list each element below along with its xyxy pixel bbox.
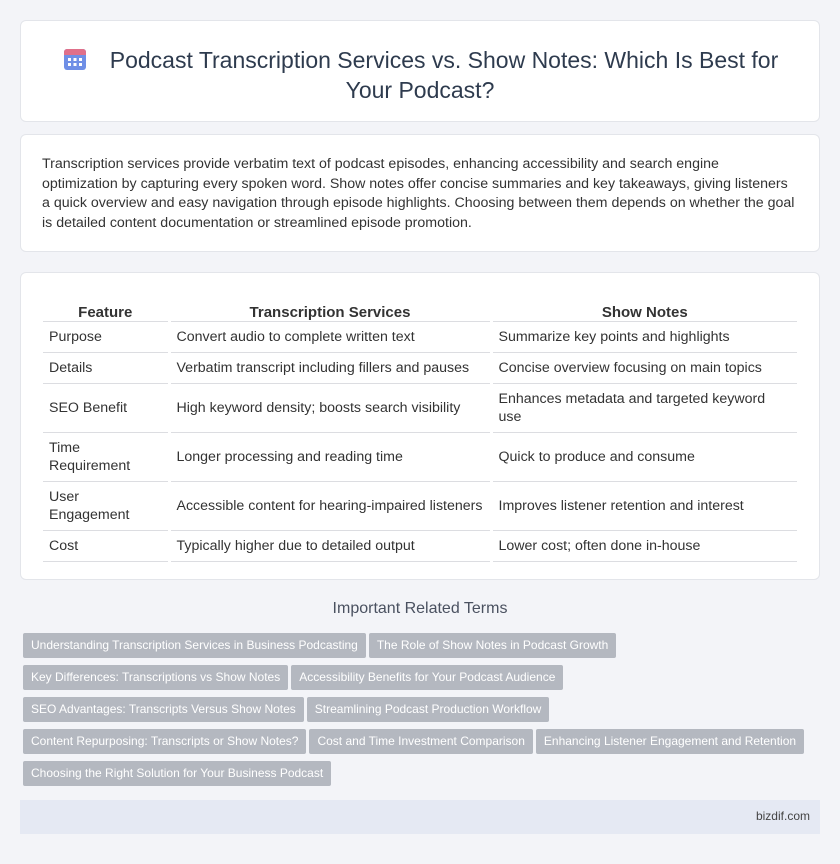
header-transcription: Transcription Services bbox=[169, 295, 491, 321]
cell-transcription: Longer processing and reading time bbox=[169, 432, 491, 481]
cell-feature: Cost bbox=[43, 530, 169, 561]
cell-transcription: High keyword density; boosts search visibility bbox=[169, 383, 491, 432]
table-row bbox=[43, 481, 797, 530]
related-tag[interactable]: Content Repurposing: Transcripts or Show Notes? bbox=[23, 729, 306, 754]
cell-transcription: Typically higher due to detailed output bbox=[169, 530, 491, 561]
cell-feature: Details bbox=[43, 352, 169, 383]
cell-show-notes: Concise overview focusing on main topics bbox=[491, 352, 797, 383]
cell-feature: Purpose bbox=[43, 321, 169, 352]
related-terms-tags bbox=[23, 633, 823, 793]
table-row bbox=[43, 352, 797, 383]
table-row bbox=[43, 432, 797, 481]
table-header-row bbox=[43, 295, 797, 321]
related-tag[interactable]: Enhancing Listener Engagement and Retention bbox=[536, 729, 804, 754]
related-tag[interactable]: SEO Advantages: Transcripts Versus Show Notes bbox=[23, 697, 304, 722]
page-title bbox=[51, 45, 789, 105]
related-tag[interactable]: Understanding Transcription Services in Business Podcasting bbox=[23, 633, 366, 658]
related-tag[interactable]: Cost and Time Investment Comparison bbox=[309, 729, 532, 754]
table-row bbox=[43, 321, 797, 352]
cell-feature: Time Requirement bbox=[43, 432, 169, 481]
page-title-text: Podcast Transcription Services vs. Show Notes: Which Is Best for Your Podcast? bbox=[109, 47, 779, 103]
intro-card bbox=[20, 134, 820, 252]
related-tag[interactable]: Streamlining Podcast Production Workflow bbox=[307, 697, 550, 722]
related-tag[interactable]: Key Differences: Transcriptions vs Show Notes bbox=[23, 665, 288, 690]
related-terms-title: Important Related Terms bbox=[332, 600, 508, 617]
footer-brand[interactable]: bizdif.com bbox=[755, 809, 810, 823]
related-tag[interactable]: The Role of Show Notes in Podcast Growth bbox=[369, 633, 616, 658]
cell-show-notes: Quick to produce and consume bbox=[491, 432, 797, 481]
table-row bbox=[43, 383, 797, 432]
cell-show-notes: Summarize key points and highlights bbox=[491, 321, 797, 352]
header-show-notes: Show Notes bbox=[491, 295, 797, 321]
header-feature: Feature bbox=[43, 295, 169, 321]
cell-transcription: Accessible content for hearing-impaired listeners bbox=[169, 481, 491, 530]
header-card bbox=[20, 20, 820, 122]
cell-transcription: Verbatim transcript including fillers and pauses bbox=[169, 352, 491, 383]
cell-transcription: Convert audio to complete written text bbox=[169, 321, 491, 352]
related-tag[interactable]: Choosing the Right Solution for Your Business Podcast bbox=[23, 761, 331, 786]
footer bbox=[20, 800, 820, 834]
comparison-table bbox=[43, 295, 797, 562]
table-row bbox=[43, 530, 797, 561]
cell-show-notes: Improves listener retention and interest bbox=[491, 481, 797, 530]
cell-show-notes: Lower cost; often done in-house bbox=[491, 530, 797, 561]
comparison-card bbox=[20, 272, 820, 580]
cell-feature: User Engagement bbox=[43, 481, 169, 530]
related-tag[interactable]: Accessibility Benefits for Your Podcast Audience bbox=[291, 665, 563, 690]
intro-text: Transcription services provide verbatim text of podcast episodes, enhancing accessibility and search engine optimization by capturing every spoken word. Show notes offer concise summaries and key takeaways, giving listeners a quick overview and easy navigation through episode highlights. Choosing between them depends on whether the goal is detailed content documentation or streamlined episode promotion. bbox=[42, 156, 795, 231]
calendar-icon bbox=[62, 46, 88, 72]
cell-feature: SEO Benefit bbox=[43, 383, 169, 432]
cell-show-notes: Enhances metadata and targeted keyword use bbox=[491, 383, 797, 432]
